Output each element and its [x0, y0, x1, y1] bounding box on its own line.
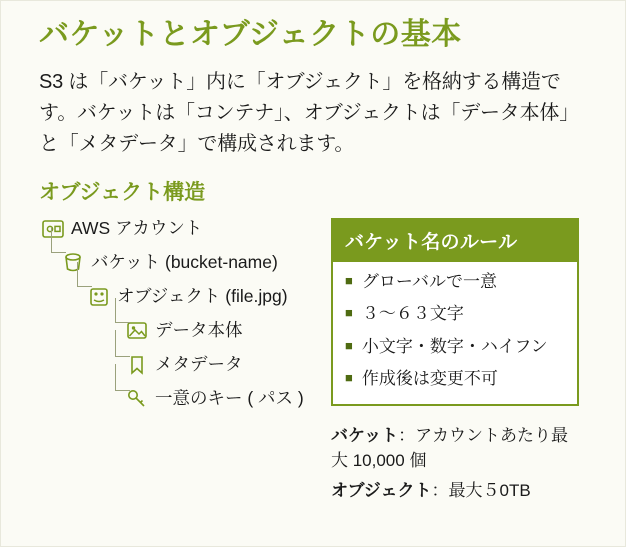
footnote-bucket-text: ：アカウントあたり最大 10,000 個	[331, 426, 568, 470]
rules-list-item	[345, 304, 565, 324]
rules-list	[333, 262, 577, 404]
intro-paragraph: S3 は「バケット」内に「オブジェクト」を格納する構造です。バケットは「コンテナ」、オブジェクトは「データ本体」と「メタデータ」で構成されます。	[39, 71, 579, 155]
tree-connector-2	[77, 262, 92, 287]
footnote-object	[331, 479, 583, 504]
object-icon	[87, 285, 111, 309]
bucket-name-rules-box	[331, 218, 579, 406]
footnote-bucket	[331, 424, 583, 473]
rules-list-item-label: グローバルで一意	[361, 272, 498, 291]
tree-node-label: メタデータ	[155, 354, 243, 375]
rules-list-item-label: ３〜６３文字	[361, 304, 464, 324]
tree-node-label: AWS アカウント	[71, 218, 203, 239]
tree-node-aws-account	[41, 212, 339, 246]
card-content	[39, 17, 595, 501]
tree-connector-3	[115, 298, 130, 323]
tree-node-label: 一意のキー ( パス )	[155, 388, 304, 409]
tree-node-label: データ本体	[155, 320, 243, 341]
columns-wrapper	[39, 212, 595, 501]
tree-connector-4	[115, 330, 130, 357]
tree-node-bucket	[61, 246, 339, 280]
footnote-object-label: オブジェクト	[331, 481, 432, 501]
section-heading-object-structure: オブジェクト構造	[39, 181, 206, 204]
page-title: バケットとオブジェクトの基本	[39, 18, 462, 51]
tree-connector-5	[115, 364, 130, 391]
rules-list-item-label: 小文字・数字・ハイフン	[361, 336, 548, 356]
tree-node-label: オブジェクト (file.jpg)	[117, 286, 288, 307]
bullet-square-icon: ■	[345, 273, 353, 288]
tree-node-label: バケット (bucket-name)	[91, 252, 278, 273]
tree-connector-1	[51, 228, 66, 253]
rules-box-title: バケット名のルール	[333, 220, 577, 262]
rules-list-item-label: 作成後は変更不可	[361, 369, 498, 389]
bullet-square-icon: ■	[345, 370, 353, 386]
limits-footnotes	[331, 424, 583, 510]
footnote-object-text: ：最大５0TB	[431, 481, 531, 501]
bullet-square-icon: ■	[345, 305, 353, 321]
bullet-square-icon: ■	[345, 337, 353, 353]
rules-list-item	[345, 272, 565, 292]
rules-list-item	[345, 337, 565, 357]
tree-node-metadata	[125, 348, 339, 382]
footnote-bucket-label: バケット	[331, 426, 399, 445]
tree-node-unique-key	[125, 382, 339, 416]
rules-list-item	[345, 369, 565, 389]
object-structure-tree	[39, 212, 339, 416]
tree-node-data-body	[125, 314, 339, 348]
